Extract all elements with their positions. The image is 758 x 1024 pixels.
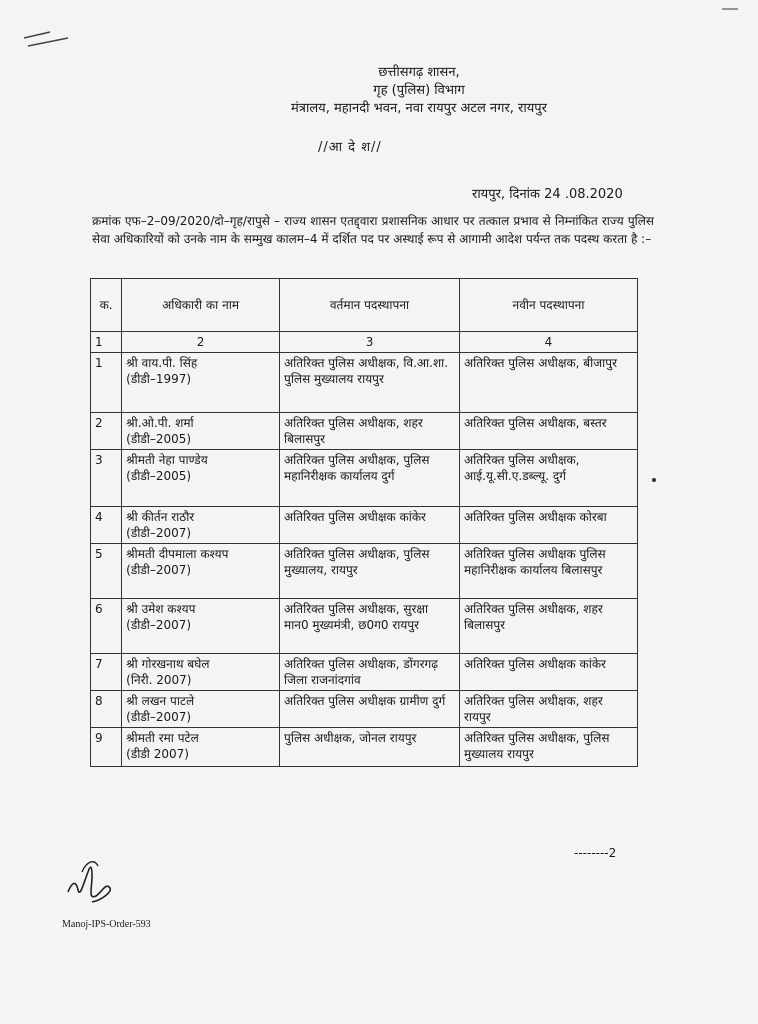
current-posting: अतिरिक्त पुलिस अधीक्षक कांकेर [280, 507, 460, 544]
posting-table [90, 278, 638, 767]
header-officer-name: अधिकारी का नाम [122, 279, 280, 332]
row-serial: 6 [91, 599, 122, 654]
current-posting: अतिरिक्त पुलिस अधीक्षक, सुरक्षा मान0 मुख्यमंत्री, छ0ग0 रायपुर [280, 599, 460, 654]
officer-batch: (डीडी–2005) [126, 432, 192, 446]
order-title: //आ दे श// [318, 140, 382, 155]
table-row [91, 413, 638, 450]
current-posting: अतिरिक्त पुलिस अधीक्षक, डोंगरगढ़ जिला राजनांदगांव [280, 654, 460, 691]
row-serial: 5 [91, 544, 122, 599]
officer-cell [122, 691, 280, 728]
new-posting: अतिरिक्त पुलिस अधीक्षक पुलिस महानिरीक्षक कार्यालय बिलासपुर [460, 544, 638, 599]
header-new-posting: नवीन पदस्थापना [460, 279, 638, 332]
table-row [91, 654, 638, 691]
order-date: रायपुर, दिनांक 24 .08.2020 [472, 187, 623, 202]
officer-name: श्रीमती नेहा पाण्डेय [126, 453, 208, 467]
row-serial: 3 [91, 450, 122, 507]
row-serial: 1 [91, 353, 122, 413]
new-posting: अतिरिक्त पुलिस अधीक्षक, बीजापुर [460, 353, 638, 413]
current-posting: पुलिस अधीक्षक, जोनल रायपुर [280, 728, 460, 767]
row-serial: 4 [91, 507, 122, 544]
officer-batch: (डीडी–2005) [126, 469, 192, 483]
officer-name: श्री लखन पाटले [126, 694, 195, 708]
new-posting: अतिरिक्त पुलिस अधीक्षक, शहर बिलासपुर [460, 599, 638, 654]
officer-cell [122, 413, 280, 450]
header-address: मंत्रालय, महानदी भवन, नवा रायपुर अटल नगर, रायपुर [291, 101, 547, 116]
header-current-posting: वर्तमान पदस्थापना [280, 279, 460, 332]
table-row [91, 728, 638, 767]
row-serial: 2 [91, 413, 122, 450]
signature-icon [62, 852, 122, 912]
table-row [91, 507, 638, 544]
officer-name: श्री.ओ.पी. शर्मा [126, 416, 194, 430]
officer-name: श्री गोरखनाथ बघेल [126, 657, 210, 671]
order-intro: क्रमांक एफ–2–09/2020/दो–गृह/रापुसे – राज्य शासन एतद्द्वारा प्रशासनिक आधार पर तत्काल प्रभाव से निम्नांकित राज्य पुलिस सेवा अधिकारियों को उनके नाम के सम्मुख कालम–4 में दर्शित पद पर अस्थाई रूप से आगामी आदेश पर्यन्त तक पदस्थ करता है :– [92, 214, 654, 246]
pen-mark-icon [720, 6, 740, 12]
officer-name: श्रीमती दीपमाला कश्यप [126, 547, 229, 561]
footer-reference: Manoj-IPS-Order-593 [62, 919, 151, 930]
new-posting: अतिरिक्त पुलिस अधीक्षक कोरबा [460, 507, 638, 544]
officer-batch: (डीडी–2007) [126, 618, 192, 632]
officer-name: श्री कीर्तन राठौर [126, 510, 195, 524]
ink-dot [652, 478, 656, 482]
officer-batch: (डीडी–2007) [126, 526, 192, 540]
row-serial: 8 [91, 691, 122, 728]
header-serial: क. [91, 279, 122, 332]
officer-cell [122, 353, 280, 413]
new-posting: अतिरिक्त पुलिस अधीक्षक, शहर रायपुर [460, 691, 638, 728]
officer-cell [122, 654, 280, 691]
pen-mark-icon [22, 30, 70, 50]
header-department: गृह (पुलिस) विभाग [373, 83, 465, 98]
officer-cell [122, 728, 280, 767]
table-header-row [91, 279, 638, 332]
officer-batch: (डीडी–1997) [126, 372, 192, 386]
officer-name: श्रीमती रमा पटेल [126, 731, 199, 745]
officer-cell [122, 450, 280, 507]
new-posting: अतिरिक्त पुलिस अधीक्षक, आई.यू.सी.ए.डब्ल्यू. दुर्ग [460, 450, 638, 507]
officer-name: श्री उमेश कश्यप [126, 602, 196, 616]
officer-batch: (डीडी–2007) [126, 710, 192, 724]
current-posting: अतिरिक्त पुलिस अधीक्षक ग्रामीण दुर्ग [280, 691, 460, 728]
officer-batch: (डीडी 2007) [126, 747, 189, 761]
column-number: 2 [122, 332, 280, 353]
officer-cell [122, 599, 280, 654]
officer-cell [122, 544, 280, 599]
row-serial: 9 [91, 728, 122, 767]
table-row [91, 353, 638, 413]
column-number: 1 [91, 332, 122, 353]
header-government: छत्तीसगढ़ शासन, [378, 65, 460, 80]
next-page-marker: --------2 [574, 846, 617, 860]
new-posting: अतिरिक्त पुलिस अधीक्षक, पुलिस मुख्यालय रायपुर [460, 728, 638, 767]
table-row [91, 691, 638, 728]
new-posting: अतिरिक्त पुलिस अधीक्षक, बस्तर [460, 413, 638, 450]
current-posting: अतिरिक्त पुलिस अधीक्षक, पुलिस मुख्यालय, रायपुर [280, 544, 460, 599]
current-posting: अतिरिक्त पुलिस अधीक्षक, वि.आ.शा. पुलिस मुख्यालय रायपुर [280, 353, 460, 413]
officer-batch: (निरी. 2007) [126, 673, 192, 687]
column-number-row [91, 332, 638, 353]
current-posting: अतिरिक्त पुलिस अधीक्षक, शहर बिलासपुर [280, 413, 460, 450]
officer-batch: (डीडी–2007) [126, 563, 192, 577]
officer-cell [122, 507, 280, 544]
new-posting: अतिरिक्त पुलिस अधीक्षक कांकेर [460, 654, 638, 691]
column-number: 3 [280, 332, 460, 353]
table-row [91, 450, 638, 507]
column-number: 4 [460, 332, 638, 353]
officer-name: श्री वाय.पी. सिंह [126, 356, 198, 370]
current-posting: अतिरिक्त पुलिस अधीक्षक, पुलिस महानिरीक्षक कार्यालय दुर्ग [280, 450, 460, 507]
table-row [91, 544, 638, 599]
row-serial: 7 [91, 654, 122, 691]
table-row [91, 599, 638, 654]
